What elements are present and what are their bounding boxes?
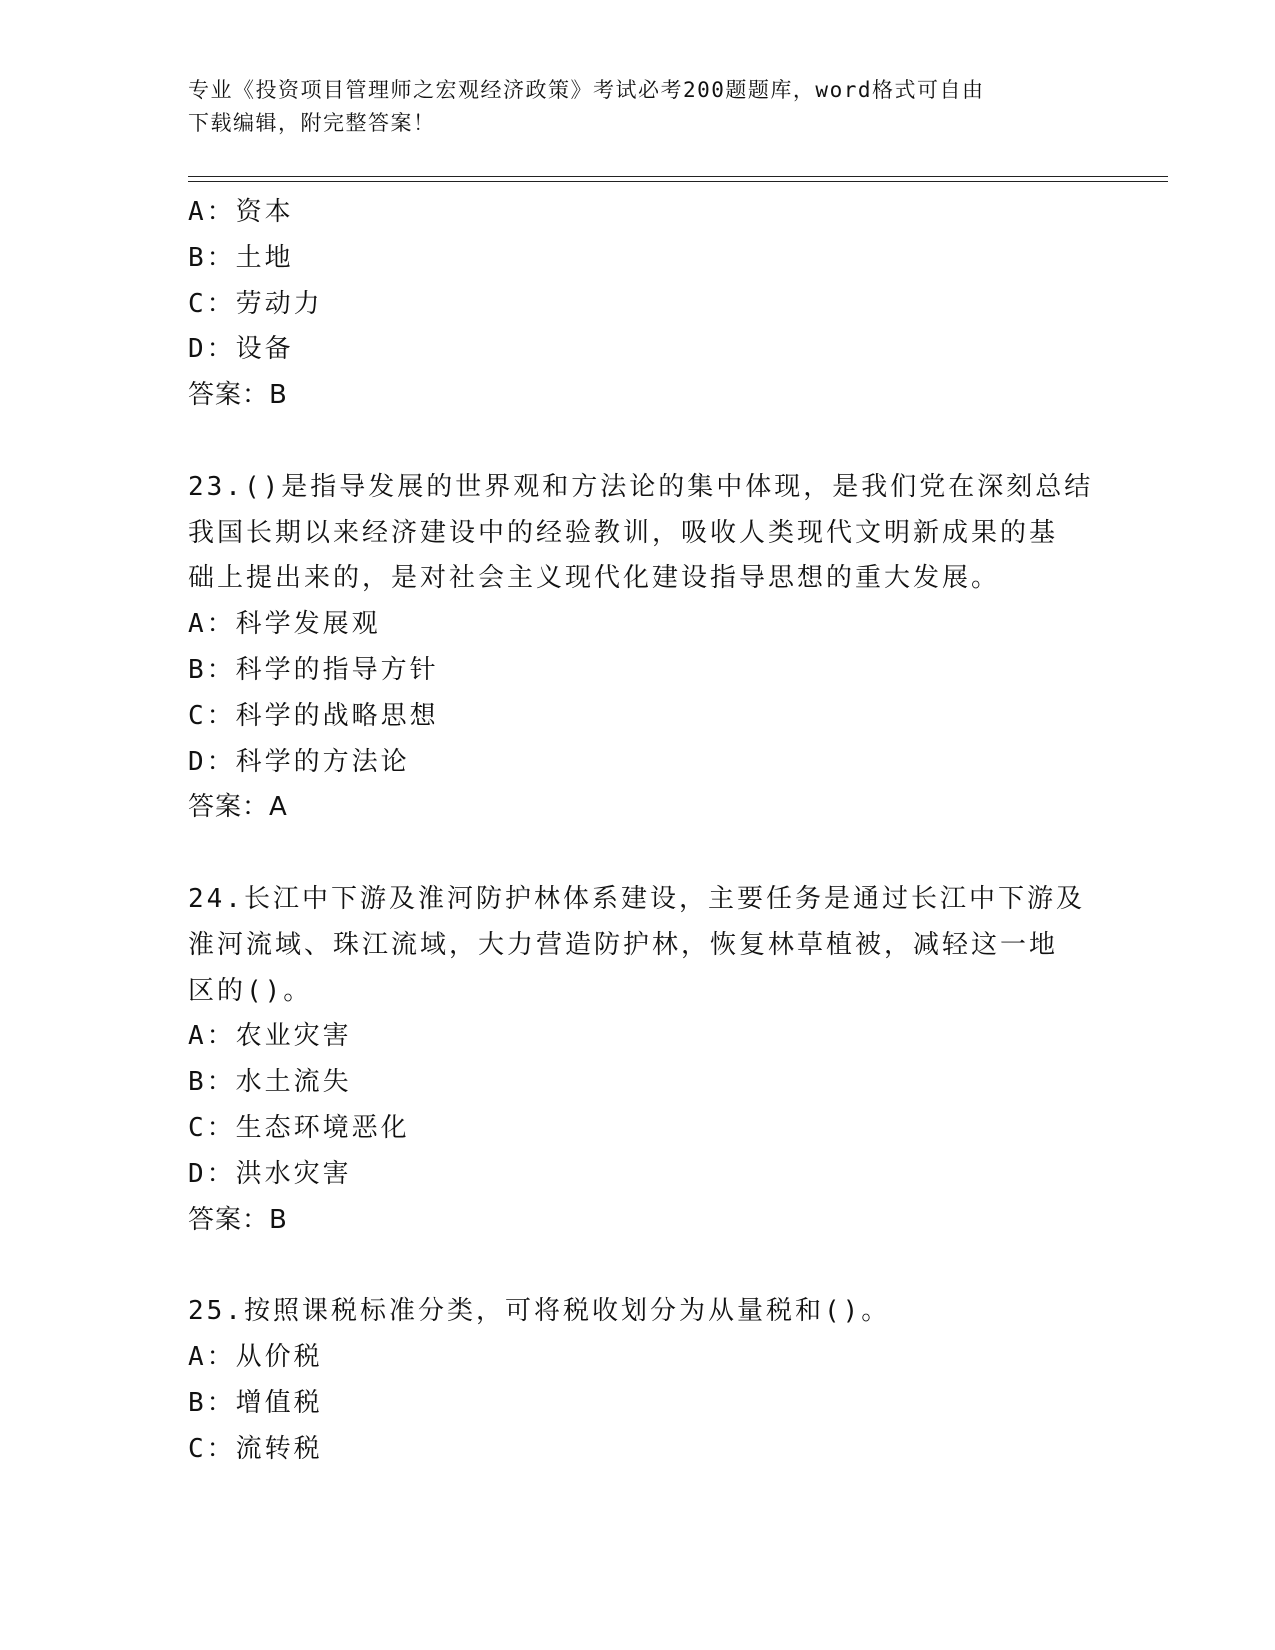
question-spacer <box>188 1243 1088 1289</box>
option-b: B：土地 <box>188 242 294 273</box>
question-stem-line-1: 23.()是指导发展的世界观和方法论的集中体现，是我们党在深刻总结 <box>188 471 1094 502</box>
option-a: A：资本 <box>188 197 294 227</box>
question-spacer <box>188 831 1088 877</box>
header-divider-bottom <box>188 181 1168 182</box>
question-23 <box>188 465 1094 831</box>
question-24 <box>188 877 1088 1243</box>
option-b: B：增值税 <box>188 1387 323 1418</box>
option-d: D：科学的方法论 <box>188 746 410 777</box>
option-a: A：从价税 <box>188 1341 323 1372</box>
header-line-1: 专业《投资项目管理师之宏观经济政策》考试必考200题题库，word格式可自由 <box>188 78 985 102</box>
option-a: A：农业灾害 <box>188 1021 352 1052</box>
question-stem-line-2: 我国长期以来经济建设中的经验教训，吸收人类现代文明新成果的基 <box>188 517 1059 548</box>
question-stem-line-1: 24.长江中下游及淮河防护林体系建设，主要任务是通过长江中下游及 <box>188 883 1085 914</box>
option-c: C：流转税 <box>188 1433 323 1464</box>
header-line-2: 下载编辑，附完整答案！ <box>188 111 436 135</box>
question-25 <box>188 1289 1088 1472</box>
question-stem-line-2: 淮河流域、珠江流域，大力营造防护林，恢复林草植被，减轻这一地 <box>188 929 1059 960</box>
question-stem-line-1: 25.按照课税标准分类，可将税收划分为从量税和()。 <box>188 1296 891 1327</box>
answer: 答案：B <box>188 1204 288 1235</box>
question-list <box>188 190 1094 1472</box>
question-spacer <box>188 419 1088 465</box>
option-d: D：设备 <box>188 334 294 365</box>
option-d: D：洪水灾害 <box>188 1158 352 1189</box>
answer: 答案：B <box>188 380 288 411</box>
option-b: B：科学的指导方针 <box>188 654 439 685</box>
answer: 答案：A <box>188 792 288 823</box>
question-stem-line-3: 础上提出来的，是对社会主义现代化建设指导思想的重大发展。 <box>188 563 1001 594</box>
option-c: C：生态环境恶化 <box>188 1112 410 1143</box>
option-b: B：水土流失 <box>188 1067 352 1098</box>
question-22 <box>188 190 1088 419</box>
option-a: A：科学发展观 <box>188 609 381 640</box>
question-stem-line-3: 区的()。 <box>188 975 313 1006</box>
option-c: C：科学的战略思想 <box>188 700 439 731</box>
option-c: C：劳动力 <box>188 288 323 319</box>
document-header <box>188 74 1088 140</box>
header-divider-top <box>188 176 1168 177</box>
